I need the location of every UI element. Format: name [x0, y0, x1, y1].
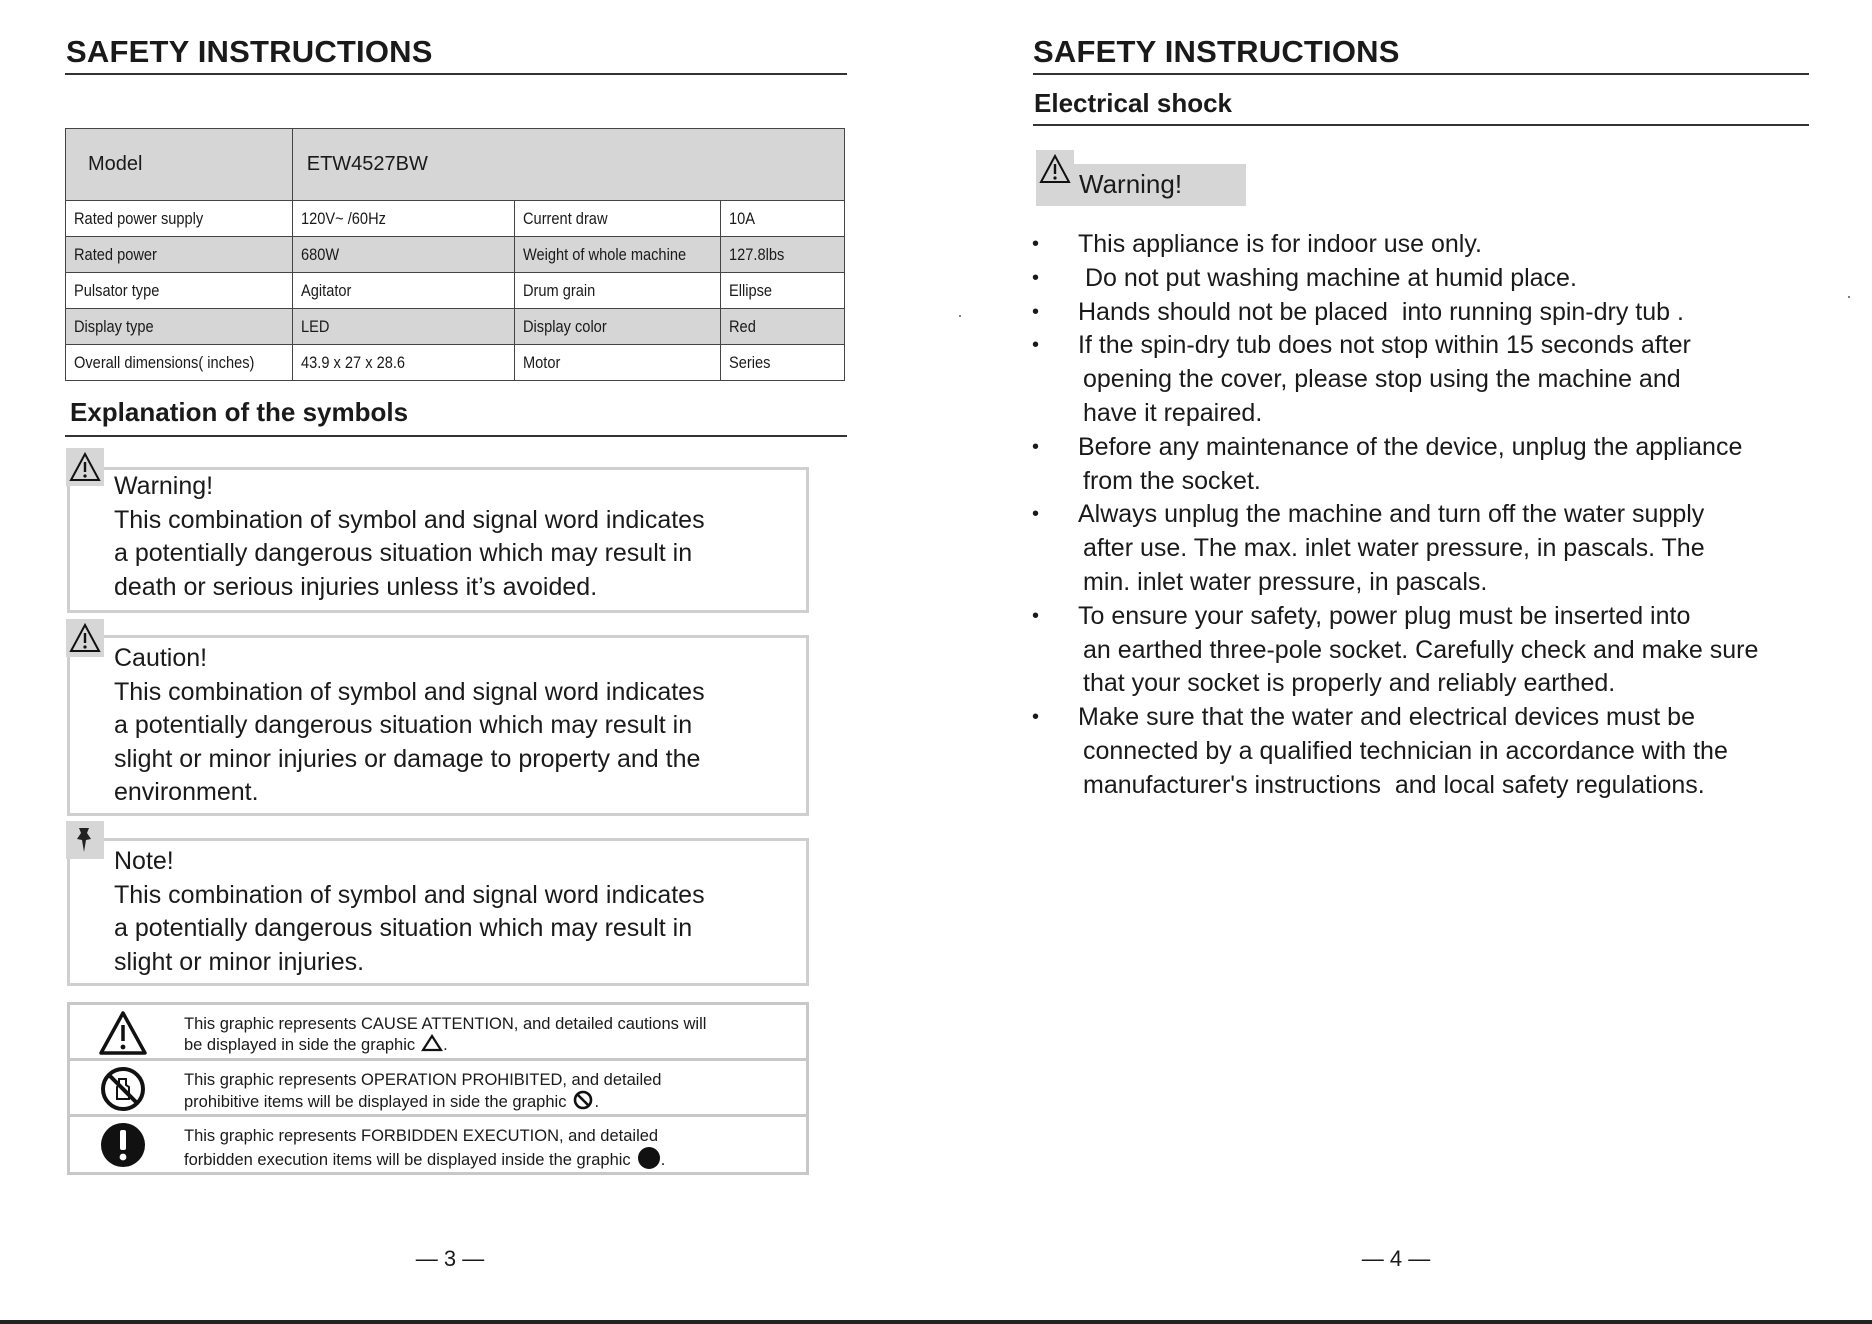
solid-dot-icon [637, 1146, 661, 1175]
spec-value-text: 120V~ /60Hz [300, 208, 386, 228]
spec-row [66, 237, 845, 273]
spec-value [721, 345, 845, 381]
forbidden-execution-icon [98, 1121, 148, 1169]
left-page-title: SAFETY INSTRUCTIONS [66, 34, 433, 69]
legend-line: be displayed in side the graphic [184, 1035, 416, 1054]
spec-value-text: Ellipse [729, 280, 773, 300]
spec-label [514, 309, 721, 345]
bullet-line: have it repaired. [1083, 398, 1263, 427]
spec-row [66, 273, 845, 309]
bullet-item [1032, 431, 1832, 499]
warning-triangle-icon [66, 448, 104, 486]
spec-label-text: Overall dimensions( inches) [74, 352, 255, 372]
spec-label-text: Motor [522, 352, 561, 372]
spec-model-label: Model [66, 129, 293, 201]
scan-speck [1848, 296, 1850, 298]
spec-label-text: Drum grain [522, 280, 596, 300]
spec-label-text: Rated power [74, 244, 157, 264]
electrical-shock-bullets [1032, 228, 1832, 803]
bullet-line: • If the spin-dry tub does not stop within 15 seconds after [1078, 331, 1691, 360]
bullet-line: after use. The max. inlet water pressure, in pascals. The [1083, 534, 1705, 563]
spec-model-row [66, 129, 845, 201]
bullet-line: • This appliance is for indoor use only. [1078, 230, 1482, 258]
legend-line: This graphic represents CAUSE ATTENTION, and detailed cautions will [184, 1015, 707, 1033]
legend-row-operation-prohibited [70, 1061, 806, 1117]
legend-text-operation-prohibited [184, 1070, 784, 1115]
spec-value [292, 237, 514, 273]
caution-line: a potentially dangerous situation which may result in [114, 711, 693, 740]
spec-value-text: Series [729, 352, 771, 372]
spec-value [292, 345, 514, 381]
legend-text-cause-attention [184, 1014, 784, 1057]
spec-label [514, 273, 721, 309]
warning-line: death or serious injuries unless it’s avoided. [114, 572, 598, 601]
note-heading: Note! [114, 847, 174, 875]
caution-line: This combination of symbol and signal word indicates [114, 677, 705, 706]
legend-tail: . [660, 1150, 666, 1169]
bullet-line: • Hands should not be placed into running spin-dry tub . [1078, 297, 1684, 326]
warning-line: a potentially dangerous situation which may result in [114, 539, 693, 568]
bullet-item [1032, 701, 1832, 802]
operation-prohibited-icon [98, 1065, 148, 1113]
bullet-line: min. inlet water pressure, in pascals. [1083, 567, 1488, 596]
note-symbol-text [114, 845, 705, 979]
caution-line: slight or minor injuries or damage to property and the [114, 744, 701, 773]
spec-label-text: Display color [522, 316, 607, 336]
spec-value [292, 309, 514, 345]
legend-row-cause-attention [70, 1005, 806, 1061]
caution-symbol-text [114, 642, 705, 810]
cause-attention-icon [98, 1009, 148, 1057]
spec-label-text: Current draw [522, 208, 608, 228]
legend-tail: . [594, 1092, 600, 1111]
caution-heading: Caution! [114, 644, 208, 672]
spec-label-text: Weight of whole machine [522, 244, 686, 264]
spec-value [721, 273, 845, 309]
symbols-section-title: Explanation of the symbols [70, 397, 409, 427]
symbols-title-rule [65, 435, 847, 437]
warning-triangle-icon [1036, 150, 1074, 188]
spec-row [66, 345, 845, 381]
bullet-item [1032, 600, 1832, 701]
spec-label [66, 273, 293, 309]
warning-symbol-text [114, 470, 705, 604]
bullet-item [1032, 262, 1832, 296]
warning-label: Warning! [1079, 169, 1183, 199]
spec-value [721, 201, 845, 237]
bullet-line: • Do not put washing machine at humid place. [1078, 263, 1577, 292]
bullet-item [1032, 329, 1832, 430]
spec-label [514, 345, 721, 381]
right-page-title: SAFETY INSTRUCTIONS [1033, 34, 1400, 69]
note-line: This combination of symbol and signal word indicates [114, 880, 705, 909]
bullet-line: opening the cover, please stop using the machine and [1083, 365, 1681, 394]
left-title-rule [65, 73, 847, 75]
spec-value-text: Agitator [300, 280, 352, 300]
note-line: a potentially dangerous situation which may result in [114, 914, 693, 943]
bullet-line: • Make sure that the water and electrical devices must be [1078, 703, 1695, 732]
electrical-shock-rule [1033, 124, 1809, 126]
bullet-item [1032, 498, 1832, 599]
spec-value [292, 273, 514, 309]
spec-label-text: Rated power supply [74, 208, 204, 228]
spec-value-text: 10A [729, 208, 756, 228]
legend-line: prohibitive items will be displayed in side the graphic [184, 1092, 567, 1111]
spec-value-text: 127.8lbs [729, 244, 785, 264]
spec-value-text: 43.9 x 27 x 28.6 [300, 352, 405, 372]
spec-label [66, 237, 293, 273]
bullet-line: • Before any maintenance of the device, unplug the appliance [1078, 432, 1743, 461]
bullet-line: that your socket is properly and reliably earthed. [1083, 669, 1616, 698]
spec-row [66, 309, 845, 345]
caution-triangle-icon [66, 619, 104, 657]
spec-value-text: Red [729, 316, 757, 336]
legend-line: This graphic represents FORBIDDEN EXECUTION, and detailed [184, 1127, 659, 1145]
bullet-line: • To ensure your safety, power plug must be inserted into [1078, 601, 1691, 630]
spec-value [721, 237, 845, 273]
spec-label [66, 345, 293, 381]
right-page-number: — 4 — [1361, 1246, 1431, 1271]
bottom-edge-line [0, 1320, 1872, 1324]
legend-row-forbidden-execution [70, 1117, 806, 1172]
spec-value [721, 309, 845, 345]
right-title-rule [1033, 73, 1809, 75]
left-page-number: — 3 — [415, 1246, 485, 1271]
legend-tail: . [443, 1035, 448, 1054]
pushpin-icon [66, 821, 104, 859]
electrical-shock-title: Electrical shock [1034, 88, 1232, 118]
caution-line: environment. [114, 778, 259, 807]
spec-label [514, 201, 721, 237]
spec-value-text: LED [300, 316, 330, 336]
spec-value-text: 680W [300, 244, 339, 264]
spec-table [65, 128, 845, 381]
note-line: slight or minor injuries. [114, 947, 365, 976]
bullet-item [1032, 296, 1832, 330]
warning-line: This combination of symbol and signal word indicates [114, 505, 705, 534]
bullet-line: an earthed three-pole socket. Carefully check and make sure [1083, 635, 1759, 664]
spec-label [66, 201, 293, 237]
spec-model-value: ETW4527BW [292, 129, 844, 201]
warning-heading: Warning! [114, 472, 214, 500]
bullet-line: connected by a qualified technician in accordance with the [1083, 736, 1728, 765]
spec-label [514, 237, 721, 273]
bullet-line: from the socket. [1083, 466, 1261, 495]
small-prohibited-icon [572, 1090, 594, 1115]
scan-speck [959, 315, 961, 317]
spec-rows [66, 201, 845, 381]
spec-label [66, 309, 293, 345]
legend-text-forbidden-execution [184, 1126, 784, 1175]
spec-value [292, 201, 514, 237]
legend-line: forbidden execution items will be displayed inside the graphic [184, 1150, 631, 1169]
spec-row [66, 201, 845, 237]
bullet-line: • Always unplug the machine and turn off the water supply [1078, 500, 1705, 529]
spec-label-text: Display type [74, 316, 154, 336]
legend-line: This graphic represents OPERATION PROHIBITED, and detailed [184, 1071, 662, 1089]
bullet-line: manufacturer's instructions and local safety regulations. [1083, 770, 1705, 799]
graphics-legend [67, 1002, 809, 1175]
spec-label-text: Pulsator type [74, 280, 160, 300]
bullet-item [1032, 228, 1832, 262]
small-triangle-icon [421, 1034, 443, 1057]
